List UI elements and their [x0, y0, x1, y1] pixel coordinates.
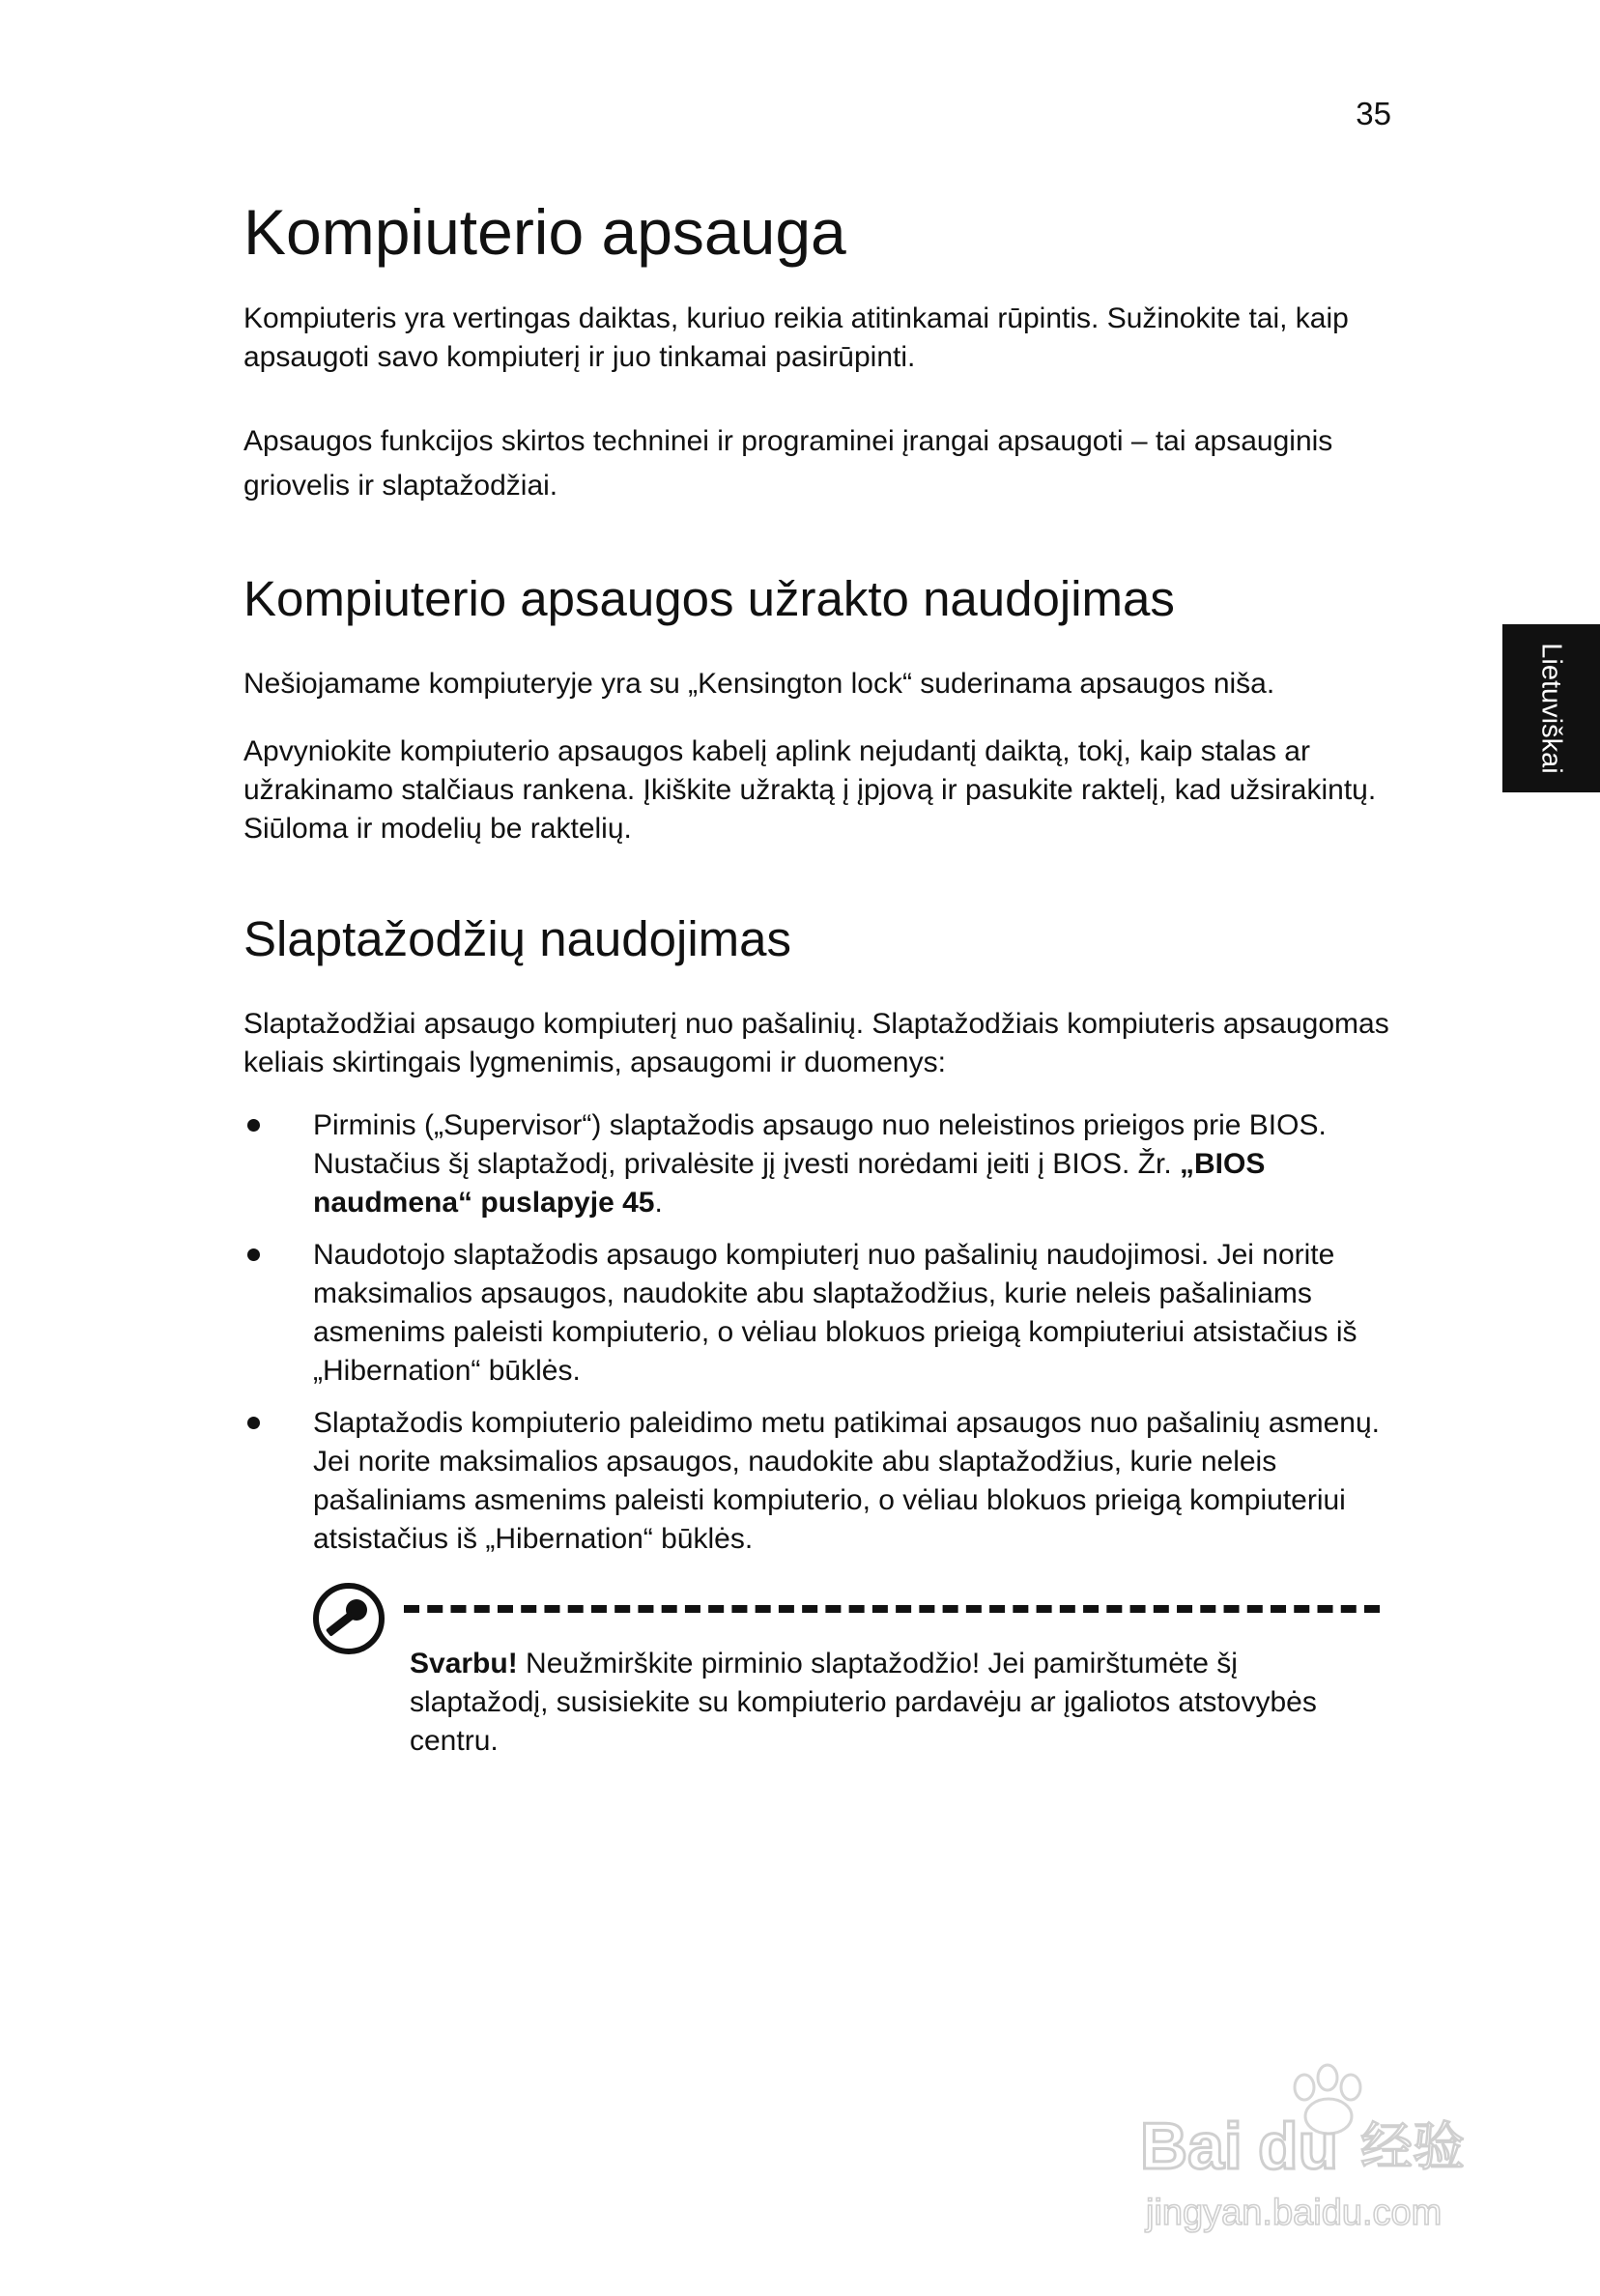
bios-reference-link[interactable]: „BIOS naudmena“ puslapyje 45	[313, 1148, 1266, 1219]
password-intro: Slaptažodžiai apsaugo kompiuterį nuo pašalinių. Slaptažodžiais kompiuteris apsaugomas keliais skirtingais lygmenimis, apsaugomi ir duomenys:	[243, 1008, 1389, 1078]
bullet-icon	[247, 1417, 260, 1429]
password-list	[243, 1106, 1403, 1572]
list-item-text: Naudotojo slaptažodis apsaugo kompiuterį nuo pašalinių naudojimosi. Jei norite maksimalios apsaugos, naudokite abu slaptažodžius, kurie neleis pašaliniams asmenims paleisti kompiuterio, o vėliau blokuos prieigą kompiuteriui atsistačius iš „Hibernation“ būklės.	[313, 1239, 1357, 1387]
lock-paragraph-2: Apvyniokite kompiuterio apsaugos kabelį aplink nejudantį daiktą, tokį, kaip stalas ar užrakinamo stalčiaus rankena. Įkiškite užraktą į įpjovą ir pasukite raktelį, kad užsirakintų. Siūloma ir modelių be raktelių.	[243, 735, 1377, 845]
list-item	[243, 1106, 1403, 1222]
list-item	[243, 1404, 1403, 1559]
baidu-watermark	[1132, 2045, 1509, 2238]
key-icon	[311, 1581, 386, 1656]
watermark-cn: 经验	[1360, 2116, 1465, 2177]
page-number: 35	[1356, 96, 1391, 131]
note-label: Svarbu!	[410, 1648, 518, 1679]
watermark-brand: Bai	[1140, 2109, 1243, 2183]
note-body: Neužmirškite pirminio slaptažodžio! Jei pamirštumėte šį slaptažodį, susisiekite su kompiuterio pardavėju ar įgaliotos atstovybės centru.	[410, 1648, 1317, 1757]
note-divider	[404, 1605, 1380, 1613]
bullet-icon	[247, 1248, 260, 1261]
bullet-icon	[247, 1119, 260, 1132]
lock-section-title: Kompiuterio apsaugos užrakto naudojimas	[243, 571, 1175, 626]
watermark-brand-2: du	[1258, 2109, 1339, 2183]
watermark-url: jingyan.baidu.com	[1146, 2193, 1443, 2233]
list-item	[243, 1236, 1403, 1391]
important-note	[410, 1645, 1337, 1761]
security-features-paragraph: Apsaugos funkcijos skirtos techninei ir programinei įrangai apsaugoti – tai apsauginis griovelis ir slaptažodžiai.	[243, 425, 1333, 502]
intro-paragraph: Kompiuteris yra vertingas daiktas, kuriuo reikia atitinkamai rūpintis. Sužinokite tai, kaip apsaugoti savo kompiuterį ir juo tinkamai pasirūpinti.	[243, 302, 1349, 373]
list-item-tail: .	[654, 1187, 663, 1219]
password-section-title: Slaptažodžių naudojimas	[243, 911, 792, 966]
language-tab	[1502, 624, 1600, 792]
lock-paragraph-1: Nešiojamame kompiuteryje yra su „Kensington lock“ suderinama apsaugos niša.	[243, 668, 1275, 700]
list-item-text: Slaptažodis kompiuterio paleidimo metu patikimai apsaugos nuo pašalinių asmenų. Jei norite maksimalios apsaugos, naudokite abu slaptažodžius, kurie neleis pašaliniams asmenims paleisti kompiuterio, o vėliau blokuos prieigą kompiuteriui atsistačius iš „Hibernation“ būklės.	[313, 1407, 1380, 1555]
page-title: Kompiuterio apsauga	[243, 196, 846, 268]
language-tab-label: Lietuviškai	[1535, 643, 1567, 774]
list-item-text: Pirminis („Supervisor“) slaptažodis apsaugo nuo neleistinos prieigos prie BIOS. Nustačius šį slaptažodį, privalėsite jį įvesti norėdami įeiti į BIOS. Žr.	[313, 1109, 1327, 1180]
